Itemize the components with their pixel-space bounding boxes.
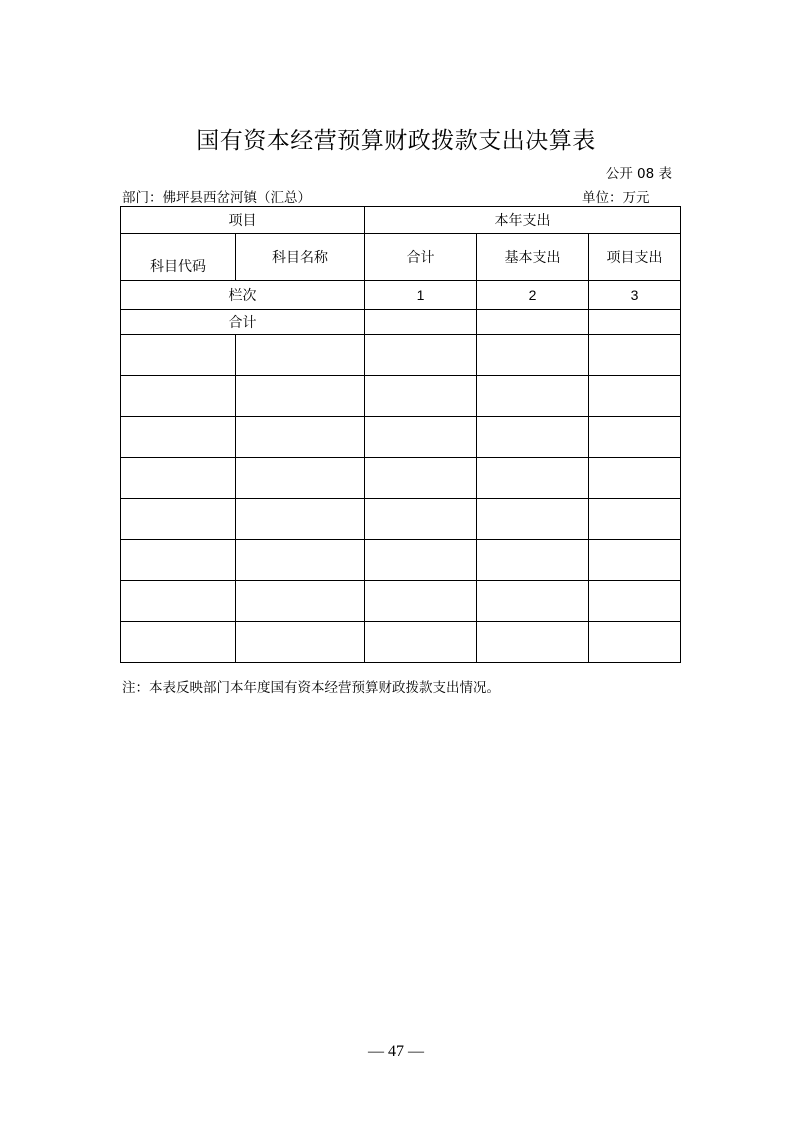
table-cell [236,335,365,376]
table-cell [589,581,681,622]
table-row [121,417,681,458]
total-row [121,310,681,335]
table-cell [236,622,365,663]
table-cell [589,376,681,417]
table-row [121,581,681,622]
table-row [121,335,681,376]
table-cell [589,417,681,458]
page-title: 国有资本经营预算财政拨款支出决算表 [196,128,596,154]
table-cell [365,417,477,458]
total-cell [477,310,589,335]
header-row-2 [121,234,681,281]
header-row-1 [121,207,681,234]
table-cell [477,581,589,622]
column-number-3: 3 [589,281,681,310]
table-cell [365,581,477,622]
column-row-label: 栏次 [121,281,365,310]
table-cell [236,499,365,540]
table-cell [236,581,365,622]
table-cell [121,417,236,458]
expenditure-table [120,206,681,663]
header-item: 项目 [121,207,365,234]
table-cell [365,335,477,376]
table-cell [477,622,589,663]
table-row [121,499,681,540]
table-cell [121,622,236,663]
header-subject-name: 科目名称 [236,234,365,281]
total-row-label: 合计 [121,310,365,335]
table-cell [121,376,236,417]
table-cell [236,376,365,417]
footnote: 注：本表反映部门本年度国有资本经营预算财政拨款支出情况。 [122,680,500,696]
table-cell [477,335,589,376]
table-row [121,458,681,499]
table-cell [121,581,236,622]
table-cell [365,622,477,663]
table-cell [365,458,477,499]
table-cell [121,335,236,376]
table-cell [236,540,365,581]
table-cell [477,417,589,458]
page-number: — 47 — [368,1043,424,1060]
table-cell [121,499,236,540]
table-cell [365,540,477,581]
table-cell [236,417,365,458]
table-cell [589,499,681,540]
total-cell [365,310,477,335]
table-cell [365,499,477,540]
header-current-year: 本年支出 [365,207,681,234]
table-cell [477,540,589,581]
form-code: 公开 08 表 [605,166,672,182]
table-row [121,376,681,417]
table-cell [589,335,681,376]
table-cell [589,622,681,663]
table-row [121,622,681,663]
total-cell [589,310,681,335]
header-subject-code: 科目代码 [121,234,236,281]
column-number-1: 1 [365,281,477,310]
table-cell [477,499,589,540]
header-total: 合计 [365,234,477,281]
table-cell [121,540,236,581]
table-cell [365,376,477,417]
table-cell [589,540,681,581]
table-cell [477,376,589,417]
header-basic: 基本支出 [477,234,589,281]
table-cell [236,458,365,499]
department-label: 部门：佛坪县西岔河镇（汇总） [122,190,311,206]
table-cell [477,458,589,499]
column-number-2: 2 [477,281,589,310]
unit-label: 单位：万元 [582,190,650,206]
table-row [121,540,681,581]
table-cell [121,458,236,499]
table-cell [589,458,681,499]
header-project: 项目支出 [589,234,681,281]
column-number-row [121,281,681,310]
